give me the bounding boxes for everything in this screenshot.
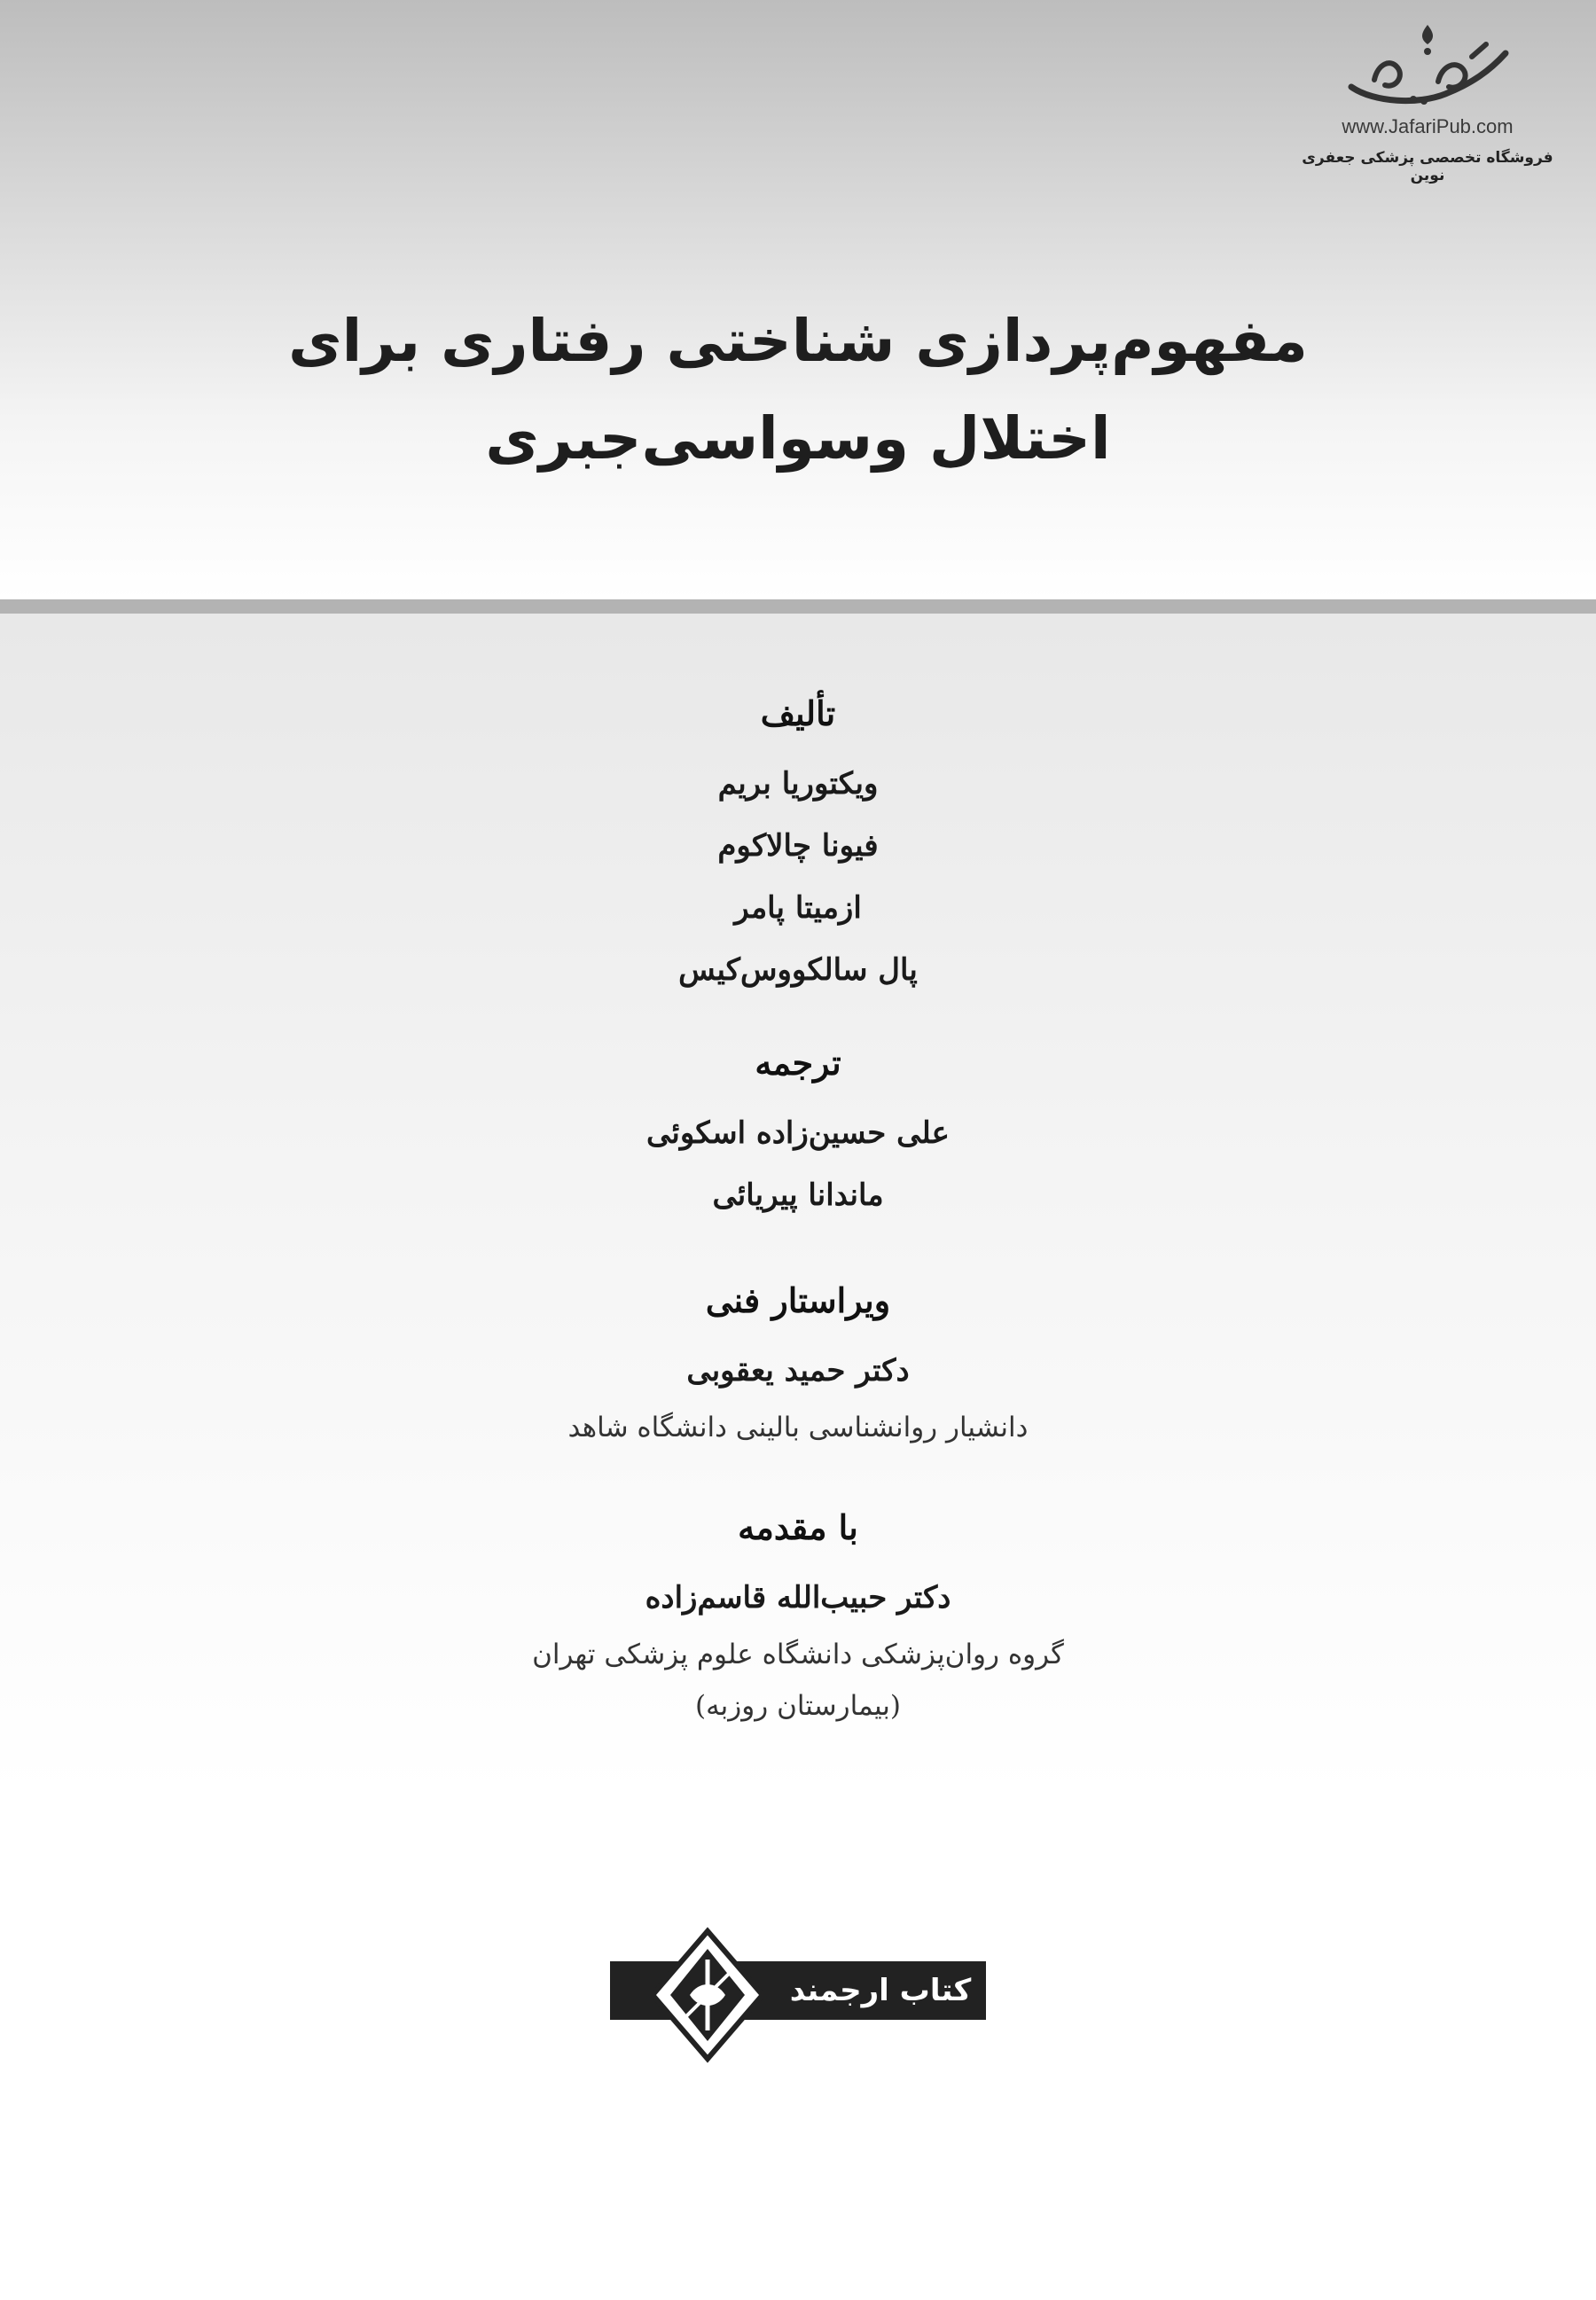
- author-name: ویکتوریا بریم: [717, 766, 879, 802]
- publisher-logo: [1286, 18, 1569, 184]
- header-divider: [0, 599, 1596, 614]
- imprint-logo: [610, 1924, 986, 2066]
- translation-label: ترجمه: [755, 1043, 841, 1083]
- foreword-author-name: دکتر حبیب‌الله قاسم‌زاده: [645, 1580, 951, 1615]
- book-title-line-2: اختلال وسواسی‌جبری: [485, 404, 1111, 473]
- author-name: پال سالکووس‌کیس: [678, 952, 918, 988]
- publisher-tagline: فروشگاه تخصصی پزشکی جعفری نوین: [1302, 149, 1553, 184]
- imprint-name: کتاب ارجمند: [789, 1973, 972, 2008]
- foreword-affiliation-note: (بیمارستان روزبه): [694, 1690, 902, 1722]
- foreword-affiliation: گروه روان‌پزشکی دانشگاه علوم پزشکی تهران: [532, 1639, 1064, 1670]
- publisher-url: www.JafariPub.com: [1342, 115, 1514, 137]
- book-title-line-1: مفهوم‌پردازی شناختی رفتاری برای: [288, 307, 1308, 375]
- author-name: ازمیتا پامر: [734, 890, 862, 926]
- technical-editor-label: ویراستار فنی: [705, 1280, 891, 1320]
- translator-name: ماندانا پیریائی: [712, 1177, 884, 1213]
- author-name: فیونا چالاکوم: [717, 828, 879, 864]
- publisher-calligraphy-icon: [1339, 18, 1516, 111]
- authorship-label: تألیف: [760, 693, 836, 733]
- book-title: [222, 293, 1374, 488]
- technical-editor-name: دکتر حمید یعقوبی: [686, 1353, 910, 1389]
- imprint-book-icon: [645, 1924, 778, 2066]
- foreword-label: با مقدمه: [738, 1507, 858, 1547]
- translator-name: علی حسین‌زاده اسکوئی: [646, 1115, 950, 1151]
- technical-editor-affiliation: دانشیار روانشناسی بالینی دانشگاه شاهد: [567, 1412, 1029, 1443]
- credits: [266, 687, 1330, 1732]
